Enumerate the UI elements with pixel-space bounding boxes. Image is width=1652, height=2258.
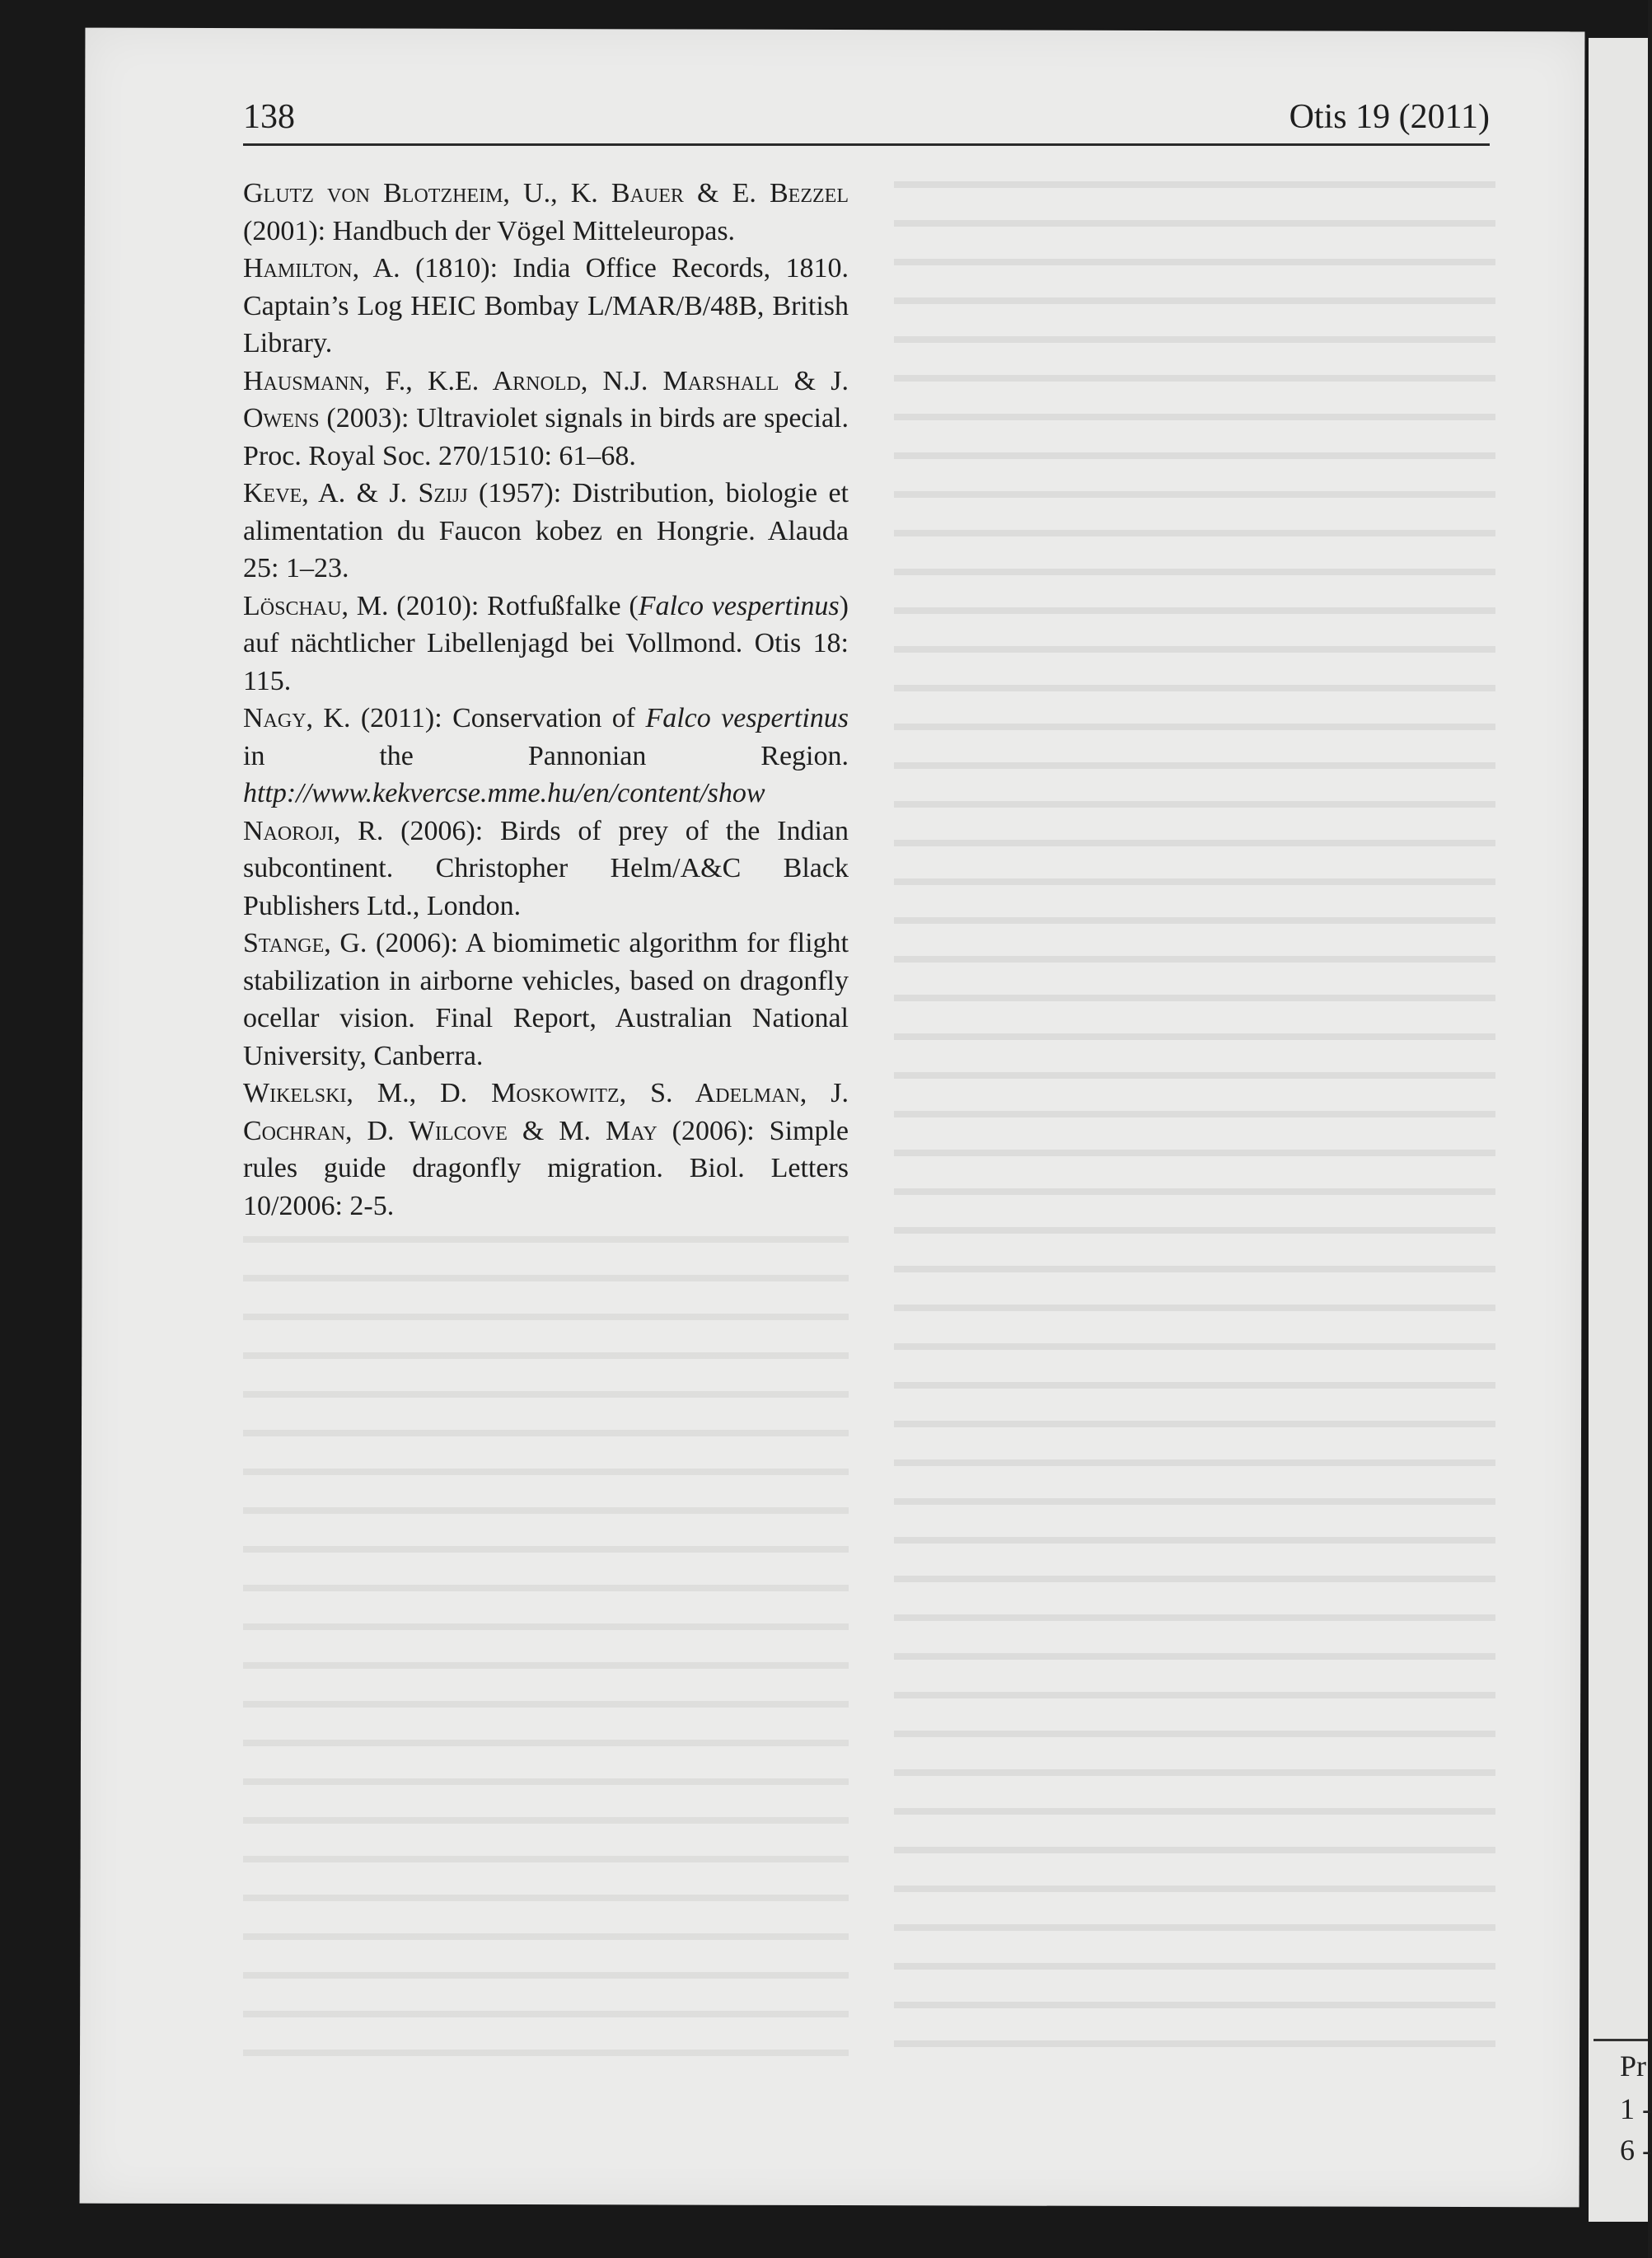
reference-text: ) auf nächtlicher Libellenjagd bei Vollmond. Otis 18: 115.	[243, 590, 849, 696]
adjacent-page-fragment: 1 -	[1620, 2092, 1652, 2125]
reference-text: (2011): Conservation of	[350, 703, 646, 733]
adjacent-page-edge	[1589, 38, 1652, 2222]
reference-entry	[243, 363, 849, 475]
reference-authors: Hamilton, A.	[243, 253, 400, 283]
reference-authors: Naoroji, R.	[243, 815, 384, 846]
reference-entry	[243, 588, 849, 700]
reference-text: (2003): Ultraviolet signals in birds are special. Proc. Royal Soc. 270/1510: 61–68.	[243, 403, 849, 471]
reference-entry	[243, 1075, 849, 1225]
reference-authors: Wikelski, M., D. Moskowitz, S. Adelman, J. Cochran, D. Wilcove & M. May	[243, 1078, 849, 1146]
reference-species-name: Falco vespertinus	[645, 703, 849, 733]
reference-entry	[243, 700, 849, 813]
reference-list	[243, 175, 849, 1225]
reference-text: in the Pannonian Region.	[243, 740, 849, 771]
reference-authors: Stange, G.	[243, 928, 367, 958]
adjacent-page-fragment: Pr	[1620, 2050, 1647, 2082]
header-rule	[243, 143, 1490, 146]
reference-text: (1810): India Office Records, 1810. Captain’s Log HEIC Bombay L/MAR/B/48B, British Library.	[243, 253, 849, 358]
page-number: 138	[243, 98, 295, 136]
reference-entry	[243, 813, 849, 925]
reference-url[interactable]: http://www.kekvercse.mme.hu/en/content/show	[243, 778, 765, 808]
reference-authors: Nagy, K.	[243, 703, 351, 733]
reference-authors: Keve, A. & J. Szijj	[243, 478, 468, 508]
reference-authors: Hausmann, F., K.E. Arnold, N.J. Marshall & J. Owens	[243, 365, 849, 433]
reference-text: (2006): Birds of prey of the Indian subcontinent. Christopher Helm/A&C Black Publishers Ltd., London.	[243, 815, 849, 921]
show-through-text-right	[894, 165, 1495, 2060]
reference-text: (1957): Distribution, biologie et alimentation du Faucon kobez en Hongrie. Alauda 25: 1–23.	[243, 478, 849, 583]
reference-text: (2001): Handbuch der Vögel Mitteleuropas.	[243, 215, 736, 246]
running-header	[243, 97, 1490, 148]
reference-entry	[243, 175, 849, 250]
show-through-text-left	[243, 1220, 849, 2085]
reference-species-name: Falco vespertinus	[638, 590, 840, 621]
reference-entry	[243, 475, 849, 588]
adjacent-page-rule	[1594, 2039, 1648, 2041]
adjacent-page-fragment: 6 -	[1620, 2134, 1652, 2167]
reference-entry	[243, 250, 849, 363]
reference-text: (2010): Rotfußfalke (	[388, 590, 639, 621]
reference-text: (2006): Simple rules guide dragonfly migration. Biol. Letters 10/2006: 2-5.	[243, 1115, 849, 1221]
journal-citation: Otis 19 (2011)	[1289, 98, 1490, 136]
reference-entry	[243, 925, 849, 1075]
reference-text: (2006): A biomimetic algorithm for flight stabilization in airborne vehicles, based on dragonfly ocellar vision. Final Report, Australian National University, Canberra.	[243, 928, 849, 1071]
reference-authors: Löschau, M.	[243, 590, 389, 621]
reference-authors: Glutz von Blotzheim, U., K. Bauer & E. Bezzel	[243, 178, 849, 208]
